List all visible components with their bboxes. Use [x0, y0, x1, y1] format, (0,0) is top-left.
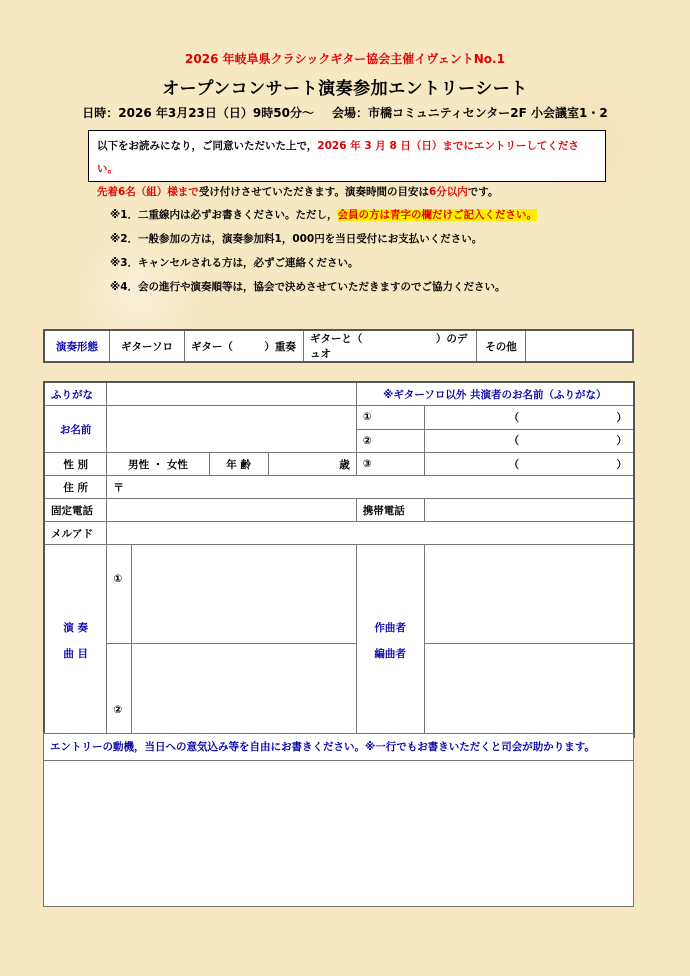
phone-label: 固定電話 — [44, 499, 107, 522]
gender-options[interactable]: 男性 ・ 女性 — [107, 453, 209, 476]
comment-label: エントリーの動機，当日への意気込み等を自由にお書きください。※一行でもお書きいただくと司会が助かります。 — [44, 734, 633, 761]
piece-2-input[interactable] — [131, 644, 356, 738]
piece-number: ② — [107, 644, 131, 738]
piece-1-input[interactable] — [131, 545, 356, 644]
note-text: ※1．二重線内は必ずお書きください。ただし， — [110, 209, 338, 221]
phone-input[interactable] — [107, 499, 356, 522]
notice-box — [88, 130, 606, 198]
date-venue-line — [0, 104, 690, 121]
capacity-text: 先着6名（組）様まで — [97, 186, 199, 198]
notice-text: 以下をお読みになり，ご同意いただいた上で， — [97, 140, 318, 152]
name-input[interactable] — [107, 406, 356, 453]
age-input[interactable]: 歳 — [268, 453, 356, 476]
event-title: 2026 年岐阜県クラシックギター協会主催イヴェントNo.1 — [185, 52, 505, 66]
other-input[interactable] — [526, 330, 634, 362]
member-highlight: 会員の方は青字の欄だけご記入ください。 — [337, 209, 538, 221]
note-item — [110, 203, 537, 227]
note-item: ※4．会の進行や演奏順等は，協会で決めさせていただきますのでご協力ください。 — [110, 281, 506, 293]
notes-list — [110, 203, 537, 299]
comment-box — [43, 733, 634, 907]
email-label: メルアド — [44, 522, 107, 545]
co-performer-header: ※ギターソロ以外 共演者のお名前（ふりがな） — [356, 382, 634, 406]
deadline-text: 2026 年 3 月 8 日（日）までにエントリーしてください。 — [97, 140, 579, 175]
event-venue: 会場：市橋コミュニティセンター2F 小会議室1・2 — [331, 106, 608, 120]
name-label: お名前 — [44, 406, 107, 453]
gender-label: 性 別 — [44, 453, 107, 476]
option-other[interactable]: その他 — [477, 330, 526, 362]
address-label: 住 所 — [44, 476, 107, 499]
piece-number: ① — [107, 545, 131, 644]
option-duo[interactable]: ギターと（ ）のデュオ — [304, 330, 477, 362]
option-ensemble[interactable]: ギター（ ）重奏 — [185, 330, 304, 362]
composer-arranger-label: 作曲者 編曲者 — [356, 545, 424, 738]
co-performer-1-input[interactable]: （ ） — [424, 406, 634, 430]
pieces-label: 演 奏 曲 目 — [44, 545, 107, 738]
co-performer-number: ① — [356, 406, 424, 430]
age-label: 年 齢 — [209, 453, 268, 476]
mobile-input[interactable] — [424, 499, 634, 522]
mobile-label: 携帯電話 — [356, 499, 424, 522]
notice-text: です。 — [467, 186, 499, 198]
co-performer-3-input[interactable]: （ ） — [424, 453, 634, 476]
note-item: ※3．キャンセルされる方は，必ずご連絡ください。 — [110, 257, 359, 269]
page-title: オープンコンサート演奏参加エントリーシート — [162, 79, 528, 99]
performance-type-table — [43, 329, 634, 363]
performance-type-label: 演奏形態 — [44, 330, 110, 362]
co-performer-number: ② — [356, 429, 424, 453]
email-input[interactable] — [107, 522, 634, 545]
time-limit-text: 6分以内 — [428, 186, 468, 198]
address-input[interactable]: 〒 — [107, 476, 634, 499]
note-item: ※2．一般参加の方は，演奏参加料1，000円を当日受付にお支払いください。 — [110, 233, 483, 245]
notice-text: 受け付けさせていただきます。演奏時間の目安は — [198, 186, 429, 198]
comment-input[interactable] — [44, 761, 633, 907]
furigana-label: ふりがな — [44, 382, 107, 406]
event-date: 日時：2026 年3月23日（日）9時50分～ — [82, 106, 314, 120]
option-solo[interactable]: ギターソロ — [110, 330, 185, 362]
entry-form-table — [43, 381, 635, 738]
composer-1-input[interactable] — [424, 545, 634, 644]
composer-2-input[interactable] — [424, 644, 634, 738]
furigana-input[interactable] — [107, 382, 356, 406]
co-performer-number: ③ — [356, 453, 424, 476]
co-performer-2-input[interactable]: （ ） — [424, 429, 634, 453]
